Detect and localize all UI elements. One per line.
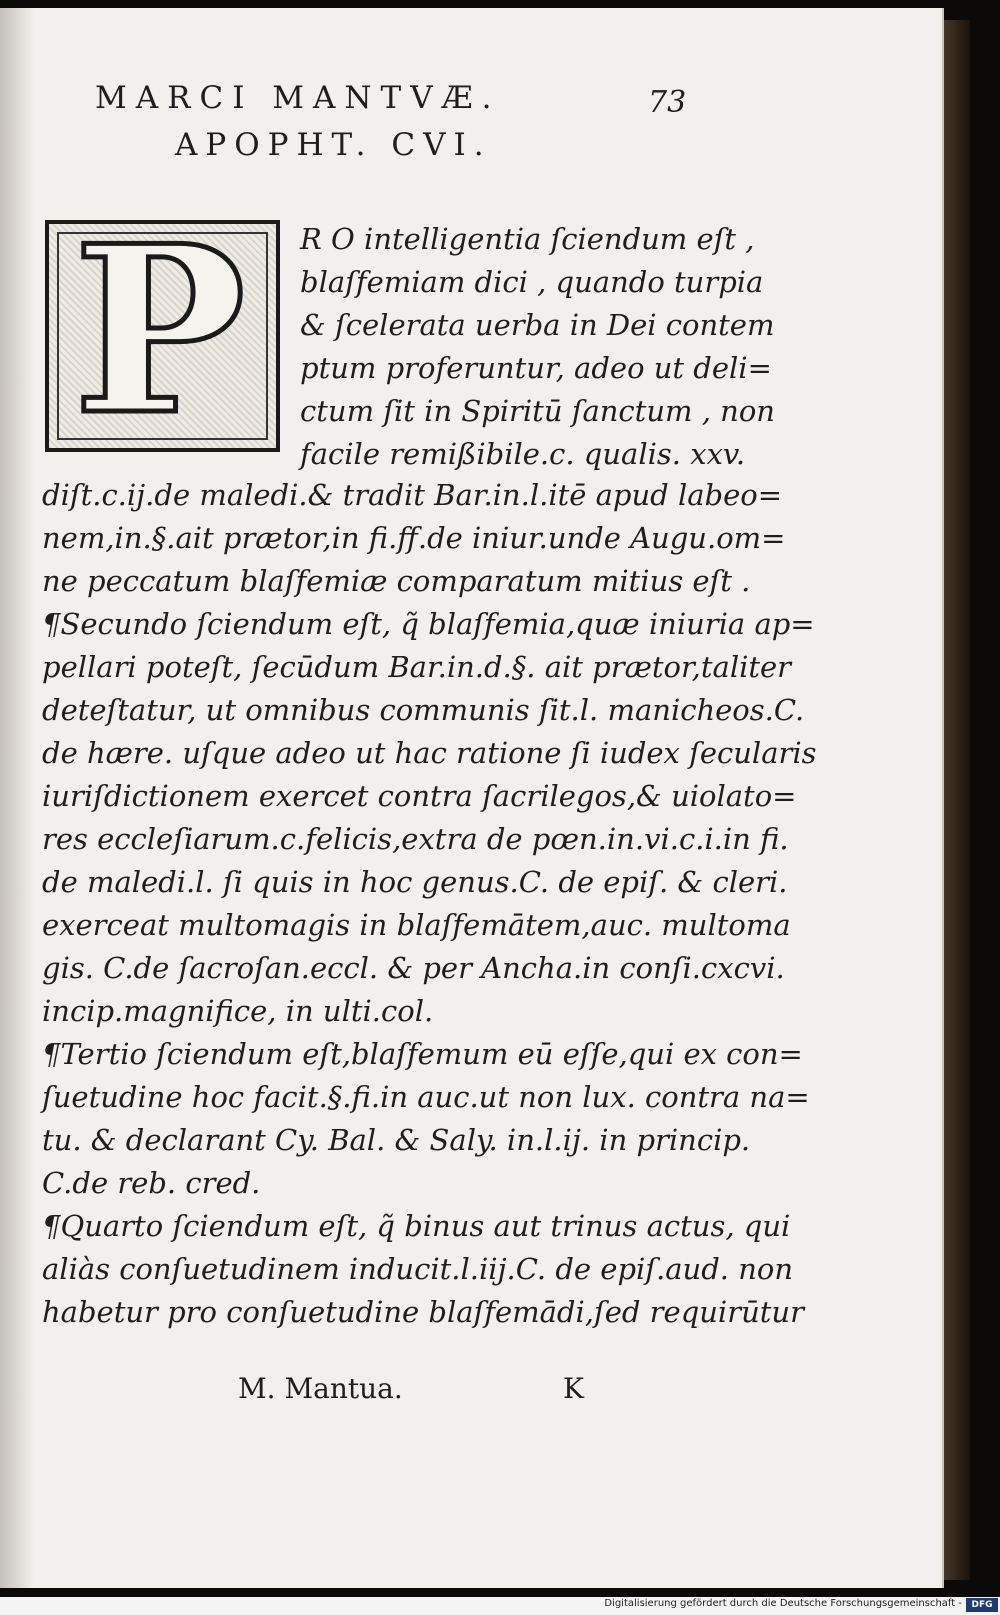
- credit-text: Digitalisierung gefördert durch die Deutsche Forschungsgemeinschaft -: [604, 1598, 962, 1609]
- text-line: ſuetudine hoc facit.§.fi.in auc.ut non lux. contra na=: [42, 1080, 810, 1114]
- gutter-shadow: [0, 8, 34, 1588]
- text-line: nem,in.§.ait prætor,in fi.ff.de iniur.unde Augu.om=: [42, 521, 786, 555]
- initial-letter: P: [73, 220, 246, 452]
- text-line: res eccleſiarum.c.felicis,extra de pœn.in.vi.c.i.in fi.: [42, 822, 789, 856]
- text-line: blaſfemiam dici , quando turpia: [300, 265, 764, 299]
- text-line: iuriſdictionem exercet contra ſacrilegos,& uiolato=: [42, 779, 797, 813]
- text-line: ¶Tertio ſciendum eſt,blaſfemum eū eſſe,qui ex con=: [42, 1037, 803, 1071]
- dfg-logo-icon: DFG: [966, 1598, 998, 1612]
- text-line: C.de reb. cred.: [42, 1166, 261, 1200]
- text-line: ¶Quarto ſciendum eſt, q̃ binus aut trinus actus, qui: [42, 1209, 791, 1243]
- text-line: ne peccatum blaſfemiæ comparatum mitius eſt .: [42, 564, 751, 598]
- section-title: APOPHT. CVI.: [175, 127, 492, 163]
- text-line: ptum proferuntur, adeo ut deli=: [300, 351, 772, 385]
- woodcut-initial-icon: [45, 220, 280, 452]
- text-line: gis. C.de ſacroſan.eccl. & per Ancha.in conſi.cxcvi.: [42, 951, 785, 985]
- text-line: deteſtatur, ut omnibus communis ſit.l. manicheos.C.: [42, 693, 805, 727]
- text-line: incip.magnifice, in ulti.col.: [42, 994, 434, 1028]
- text-line: habetur pro conſuetudine blaſfemādi,ſed requirūtur: [42, 1295, 804, 1329]
- text-line: tu. & declarant Cy. Bal. & Saly. in.l.ij. in princip.: [42, 1123, 751, 1157]
- text-line: exerceat multomagis in blaſfemātem,auc. multoma: [42, 908, 791, 942]
- text-line: R O intelligentia ſciendum eſt ,: [300, 222, 755, 256]
- text-line: aliàs conſuetudinem inducit.l.iij.C. de epiſ.aud. non: [42, 1252, 794, 1286]
- text-line: & ſcelerata uerba in Dei contem: [300, 308, 775, 342]
- text-line: ¶Secundo ſciendum eſt, q̃ blaſfemia,quæ iniuria ap=: [42, 607, 815, 641]
- text-line: diſt.c.ij.de maledi.& tradit Bar.in.l.itē apud labeo=: [42, 478, 782, 512]
- signature-mark: K: [563, 1372, 584, 1405]
- book-edge: [942, 20, 970, 1580]
- running-title: MARCI MANTVÆ.: [95, 80, 501, 116]
- text-line: ctum ſit in Spiritū ſanctum , non: [300, 394, 775, 428]
- text-line: de hære. uſque adeo ut hac ratione ſi iudex ſecularis: [42, 736, 817, 770]
- page-number: 73: [648, 85, 687, 120]
- catchword: M. Mantua.: [238, 1372, 403, 1405]
- text-line: pellari poteſt, ſecūdum Bar.in.d.§. ait prætor,taliter: [42, 650, 792, 684]
- text-line: de maledi.l. ſi quis in hoc genus.C. de epiſ. & cleri.: [42, 865, 788, 899]
- text-line: facile remißibile.c. qualis. xxv.: [300, 437, 746, 471]
